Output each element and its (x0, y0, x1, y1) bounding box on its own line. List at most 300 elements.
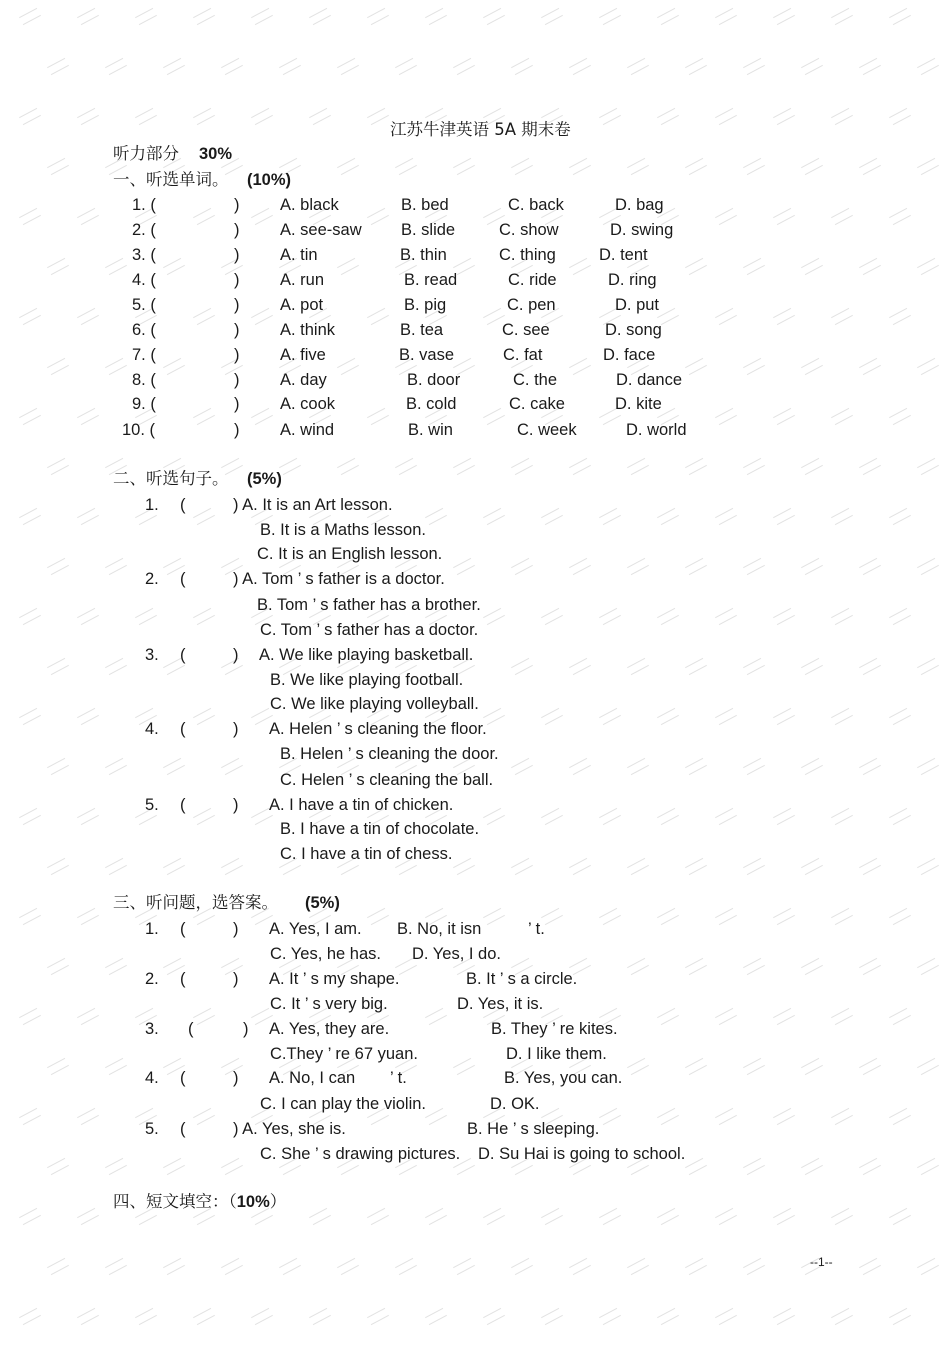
watermark-mark (743, 1158, 765, 1175)
watermark-mark (831, 108, 853, 125)
watermark-mark (599, 708, 621, 725)
watermark-mark (917, 1058, 939, 1075)
watermark-mark (715, 308, 737, 325)
section-3-score: (5%) (305, 894, 340, 912)
watermark-mark (859, 858, 881, 875)
watermark-mark (337, 58, 359, 75)
q1-5-option-a: A. pot (280, 296, 324, 314)
watermark-mark (715, 908, 737, 925)
watermark-mark (569, 758, 591, 775)
q1-2-option-b: B. slide (401, 221, 456, 239)
watermark-mark (859, 1058, 881, 1075)
q3-3-paren-close: ) (243, 1020, 249, 1038)
watermark-mark (859, 358, 881, 375)
q1-5-option-c: C. pen (507, 296, 556, 314)
watermark-mark (511, 558, 533, 575)
q1-8-option-d: D. dance (616, 371, 683, 389)
watermark-mark (511, 1258, 533, 1275)
q3-5-option-d: D. Su Hai is going to school. (478, 1145, 686, 1163)
q3-1-option-c: C. Yes, he has. (270, 945, 381, 963)
q3-2-number: 2. (145, 970, 159, 988)
watermark-mark (47, 558, 69, 575)
watermark-mark (425, 508, 447, 525)
watermark-mark (77, 508, 99, 525)
q1-2-paren-close: ) (234, 221, 240, 239)
watermark-mark (47, 158, 69, 175)
section-1-title: 一、听选单词。 (113, 170, 229, 189)
q2-2-number: 2. (145, 570, 159, 588)
watermark-mark (77, 608, 99, 625)
watermark-mark (453, 58, 475, 75)
q2-4-option-c: C. Helen ’ s cleaning the ball. (280, 771, 494, 789)
q2-3-paren: ( (180, 646, 186, 664)
q1-6-option-a: A. think (280, 321, 336, 339)
q1-2-option-c: C. show (499, 221, 559, 239)
watermark-mark (367, 908, 389, 925)
watermark-mark (801, 258, 823, 275)
q2-1-paren: ( (180, 496, 186, 514)
watermark-mark (859, 58, 881, 75)
watermark-mark (77, 808, 99, 825)
watermark-mark (193, 308, 215, 325)
q1-4-option-b: B. read (404, 271, 458, 289)
watermark-mark (599, 508, 621, 525)
q1-1-option-b: B. bed (401, 196, 449, 214)
watermark-mark (859, 1258, 881, 1275)
watermark-mark (773, 208, 795, 225)
q1-1-option-a: A. black (280, 196, 339, 214)
q3-2-paren-close: ) (233, 970, 239, 988)
q1-2-number: 2. ( (132, 221, 156, 239)
watermark-mark (801, 158, 823, 175)
watermark-mark (831, 1108, 853, 1125)
watermark-mark (715, 1108, 737, 1125)
watermark-mark (541, 608, 563, 625)
watermark-mark (77, 1208, 99, 1225)
q1-4-option-c: C. ride (508, 271, 557, 289)
watermark-mark (627, 1058, 649, 1075)
q2-5-paren: ( (180, 796, 186, 814)
watermark-mark (859, 158, 881, 175)
watermark-mark (889, 508, 911, 525)
watermark-mark (163, 858, 185, 875)
watermark-mark (193, 208, 215, 225)
watermark-mark (511, 758, 533, 775)
watermark-mark (773, 608, 795, 625)
q2-2-option-c: C. Tom ’ s father has a doctor. (260, 621, 479, 639)
watermark-mark (163, 758, 185, 775)
watermark-mark (309, 1208, 331, 1225)
watermark-mark (743, 1258, 765, 1275)
q1-8-number: 8. ( (132, 371, 156, 389)
watermark-mark (47, 1058, 69, 1075)
watermark-mark (627, 758, 649, 775)
watermark-mark (251, 1308, 273, 1325)
watermark-mark (743, 358, 765, 375)
watermark-mark (917, 358, 939, 375)
watermark-mark (685, 1058, 707, 1075)
section-2-score: (5%) (247, 470, 282, 488)
watermark-mark (77, 8, 99, 25)
watermark-mark (715, 408, 737, 425)
q3-5-number: 5. (145, 1120, 159, 1138)
watermark-mark (193, 108, 215, 125)
watermark-mark (77, 108, 99, 125)
q3-3-number: 3. (145, 1020, 159, 1038)
watermark-mark (193, 1308, 215, 1325)
q1-7-paren-close: ) (234, 346, 240, 364)
watermark-mark (511, 58, 533, 75)
q2-4-option-a: A. Helen ’ s cleaning the floor. (269, 720, 487, 738)
watermark-mark (685, 1258, 707, 1275)
watermark-mark (889, 408, 911, 425)
watermark-mark (569, 1258, 591, 1275)
q1-4-option-a: A. run (280, 271, 325, 289)
watermark-mark (831, 308, 853, 325)
watermark-mark (889, 8, 911, 25)
watermark-mark (105, 258, 127, 275)
watermark-mark (743, 58, 765, 75)
page-number: --1-- (810, 1255, 833, 1269)
watermark-mark (337, 1258, 359, 1275)
q3-5-option-c: C. She ’ s drawing pictures. (260, 1145, 461, 1163)
watermark-mark (251, 8, 273, 25)
watermark-mark (743, 858, 765, 875)
q2-3-number: 3. (145, 646, 159, 664)
q1-6-option-d: D. song (605, 321, 662, 339)
q1-3-option-c: C. thing (499, 246, 556, 264)
watermark-mark (453, 1258, 475, 1275)
q1-7-option-c: C. fat (503, 346, 543, 364)
watermark-mark (163, 358, 185, 375)
watermark-mark (221, 658, 243, 675)
q1-2-option-a: A. see-saw (280, 221, 362, 239)
watermark-mark (541, 508, 563, 525)
watermark-mark (483, 508, 505, 525)
q2-3-option-b: B. We like playing football. (270, 671, 464, 689)
q1-9-number: 9. ( (132, 395, 156, 413)
q3-1-paren: ( (180, 920, 186, 938)
watermark-mark (47, 758, 69, 775)
watermark-mark (743, 958, 765, 975)
watermark-mark (743, 258, 765, 275)
watermark-mark (917, 158, 939, 175)
watermark-mark (251, 208, 273, 225)
q3-1-option-b-end: ’ t. (528, 920, 545, 938)
watermark-mark (77, 208, 99, 225)
watermark-mark (279, 58, 301, 75)
q1-2-option-d: D. swing (610, 221, 674, 239)
q3-3-option-c: C.They ’ re 67 yuan. (270, 1045, 418, 1063)
watermark-mark (251, 408, 273, 425)
watermark-mark (917, 558, 939, 575)
watermark-mark (77, 1108, 99, 1125)
watermark-mark (743, 1058, 765, 1075)
watermark-mark (917, 1158, 939, 1175)
q2-3-option-a: A. We like playing basketball. (259, 646, 474, 664)
watermark-mark (569, 858, 591, 875)
watermark-mark (569, 458, 591, 475)
watermark-mark (453, 858, 475, 875)
watermark-mark (193, 1008, 215, 1025)
q3-5-paren: ( (180, 1120, 186, 1138)
q1-1-number: 1. ( (132, 196, 156, 214)
watermark-mark (395, 1258, 417, 1275)
q1-7-number: 7. ( (132, 346, 156, 364)
q1-5-option-b: B. pig (404, 296, 447, 314)
watermark-mark (19, 708, 41, 725)
watermark-mark (657, 708, 679, 725)
watermark-mark (889, 1308, 911, 1325)
watermark-mark (831, 908, 853, 925)
watermark-mark (221, 1058, 243, 1075)
q2-3-option-c: C. We like playing volleyball. (270, 695, 479, 713)
watermark-mark (801, 1158, 823, 1175)
watermark-mark (221, 358, 243, 375)
watermark-mark (19, 1108, 41, 1125)
q1-4-number: 4. ( (132, 271, 156, 289)
watermark-mark (163, 58, 185, 75)
watermark-mark (859, 658, 881, 675)
watermark-mark (801, 758, 823, 775)
watermark-mark (917, 1258, 939, 1275)
q1-7-option-a: A. five (280, 346, 326, 364)
watermark-mark (715, 8, 737, 25)
q2-5-option-a: A. I have a tin of chicken. (269, 796, 454, 814)
watermark-mark (425, 1108, 447, 1125)
watermark-mark (105, 558, 127, 575)
watermark-mark (483, 1308, 505, 1325)
q2-5-number: 5. (145, 796, 159, 814)
watermark-mark (917, 258, 939, 275)
watermark-mark (19, 608, 41, 625)
q1-10-paren-close: ) (234, 421, 240, 439)
watermark-mark (773, 908, 795, 925)
q1-5-option-d: D. put (615, 296, 660, 314)
watermark-mark (77, 708, 99, 725)
watermark-mark (599, 908, 621, 925)
watermark-mark (801, 658, 823, 675)
watermark-mark (395, 458, 417, 475)
watermark-mark (773, 108, 795, 125)
watermark-mark (917, 858, 939, 875)
q2-1-option-c: C. It is an English lesson. (257, 545, 443, 563)
watermark-mark (483, 1208, 505, 1225)
watermark-mark (685, 158, 707, 175)
watermark-mark (657, 1108, 679, 1125)
watermark-mark (425, 1308, 447, 1325)
watermark-mark (193, 408, 215, 425)
watermark-mark (483, 608, 505, 625)
section-2-title: 二、听选句子。 (113, 469, 229, 488)
watermark-mark (685, 858, 707, 875)
watermark-mark (569, 658, 591, 675)
q3-5-option-a: ) A. Yes, she is. (233, 1120, 346, 1138)
q1-1-option-d: D. bag (615, 196, 664, 214)
q1-9-option-a: A. cook (280, 395, 336, 413)
watermark-mark (685, 1158, 707, 1175)
watermark-mark (773, 408, 795, 425)
q2-4-paren-close: ) (233, 720, 239, 738)
watermark-mark (569, 258, 591, 275)
watermark-mark (19, 408, 41, 425)
watermark-mark (715, 1308, 737, 1325)
watermark-mark (917, 658, 939, 675)
watermark-mark (19, 1308, 41, 1325)
q3-1-number: 1. (145, 920, 159, 938)
watermark-mark (367, 108, 389, 125)
q3-1-option-b: B. No, it isn (397, 920, 482, 938)
watermark-mark (859, 258, 881, 275)
watermark-mark (47, 858, 69, 875)
watermark-mark (367, 308, 389, 325)
watermark-mark (715, 1008, 737, 1025)
watermark-mark (859, 558, 881, 575)
watermark-mark (77, 1308, 99, 1325)
q1-10-option-d: D. world (626, 421, 687, 439)
watermark-mark (627, 158, 649, 175)
q1-3-number: 3. ( (132, 246, 156, 264)
watermark-mark (193, 808, 215, 825)
watermark-mark (163, 1258, 185, 1275)
watermark-mark (917, 58, 939, 75)
q1-9-paren-close: ) (234, 395, 240, 413)
q2-3-paren-close: ) (233, 646, 239, 664)
watermark-mark (511, 458, 533, 475)
watermark-mark (801, 458, 823, 475)
q1-6-option-b: B. tea (400, 321, 444, 339)
watermark-mark (47, 458, 69, 475)
watermark-mark (105, 1258, 127, 1275)
q3-2-option-a: A. It ’ s my shape. (269, 970, 400, 988)
watermark-mark (511, 158, 533, 175)
watermark-mark (541, 808, 563, 825)
q3-2-option-c: C. It ’ s very big. (270, 995, 388, 1013)
watermark-mark (715, 708, 737, 725)
watermark-mark (859, 1158, 881, 1175)
watermark-mark (367, 1208, 389, 1225)
watermark-mark (193, 608, 215, 625)
watermark-mark (599, 108, 621, 125)
q3-4-option-d: D. OK. (490, 1095, 540, 1113)
watermark-mark (859, 458, 881, 475)
watermark-mark (47, 658, 69, 675)
watermark-mark (801, 358, 823, 375)
q3-1-option-d: D. Yes, I do. (412, 945, 501, 963)
watermark-mark (395, 158, 417, 175)
watermark-mark (483, 8, 505, 25)
watermark-mark (105, 958, 127, 975)
q3-3-option-a: A. Yes, they are. (269, 1020, 390, 1038)
watermark-mark (599, 808, 621, 825)
watermark-mark (77, 1008, 99, 1025)
q1-8-option-c: C. the (513, 371, 558, 389)
watermark-mark (685, 958, 707, 975)
q3-3-option-b: B. They ’ re kites. (491, 1020, 618, 1038)
watermark-mark (105, 758, 127, 775)
watermark-mark (773, 1108, 795, 1125)
watermark-mark (337, 358, 359, 375)
watermark-mark (105, 658, 127, 675)
q1-4-paren-close: ) (234, 271, 240, 289)
q2-1-option-a: ) A. It is an Art lesson. (233, 496, 393, 514)
watermark-mark (221, 958, 243, 975)
watermark-mark (831, 708, 853, 725)
watermark-mark (367, 8, 389, 25)
watermark-mark (773, 1208, 795, 1225)
watermark-mark (657, 8, 679, 25)
watermark-mark (453, 1058, 475, 1075)
watermark-mark (221, 258, 243, 275)
listening-section-label: 听力部分 (113, 144, 179, 163)
watermark-mark (19, 8, 41, 25)
watermark-mark (453, 558, 475, 575)
watermark-mark (743, 458, 765, 475)
q3-2-option-d: D. Yes, it is. (457, 995, 544, 1013)
watermark-mark (773, 308, 795, 325)
q2-2-option-b: B. Tom ’ s father has a brother. (257, 596, 481, 614)
q1-7-option-b: B. vase (399, 346, 455, 364)
watermark-mark (599, 608, 621, 625)
q3-4-paren-close: ) (233, 1069, 239, 1087)
watermark-mark (367, 408, 389, 425)
watermark-mark (309, 1308, 331, 1325)
watermark-mark (19, 508, 41, 525)
watermark-mark (309, 8, 331, 25)
watermark-mark (221, 758, 243, 775)
watermark-mark (569, 358, 591, 375)
watermark-mark (483, 908, 505, 925)
watermark-mark (627, 558, 649, 575)
watermark-mark (105, 58, 127, 75)
q1-6-option-c: C. see (502, 321, 550, 339)
q2-1-number: 1. (145, 496, 159, 514)
watermark-mark (47, 258, 69, 275)
watermark-mark (425, 1008, 447, 1025)
watermark-mark (715, 108, 737, 125)
watermark-mark (715, 808, 737, 825)
watermark-mark (105, 1158, 127, 1175)
q2-5-paren-close: ) (233, 796, 239, 814)
watermark-mark (135, 108, 157, 125)
watermark-mark (541, 1308, 563, 1325)
watermark-mark (105, 1058, 127, 1075)
q1-1-paren-close: ) (234, 196, 240, 214)
q1-7-option-d: D. face (603, 346, 656, 364)
watermark-mark (193, 1108, 215, 1125)
section-1-score: (10%) (247, 171, 292, 189)
q3-5-option-b: B. He ’ s sleeping. (467, 1120, 600, 1138)
watermark-mark (309, 108, 331, 125)
watermark-mark (773, 1008, 795, 1025)
watermark-mark (135, 1308, 157, 1325)
watermark-mark (715, 608, 737, 625)
q2-4-number: 4. (145, 720, 159, 738)
q1-10-option-b: B. win (408, 421, 453, 439)
q1-8-option-a: A. day (280, 371, 327, 389)
watermark-mark (77, 908, 99, 925)
watermark-mark (599, 1308, 621, 1325)
watermark-mark (657, 908, 679, 925)
watermark-mark (657, 508, 679, 525)
watermark-mark (685, 558, 707, 575)
q1-3-paren-close: ) (234, 246, 240, 264)
q1-5-paren-close: ) (234, 296, 240, 314)
watermark-mark (743, 158, 765, 175)
q3-4-option-a: A. No, I can (269, 1069, 356, 1087)
watermark-mark (105, 858, 127, 875)
watermark-mark (917, 458, 939, 475)
